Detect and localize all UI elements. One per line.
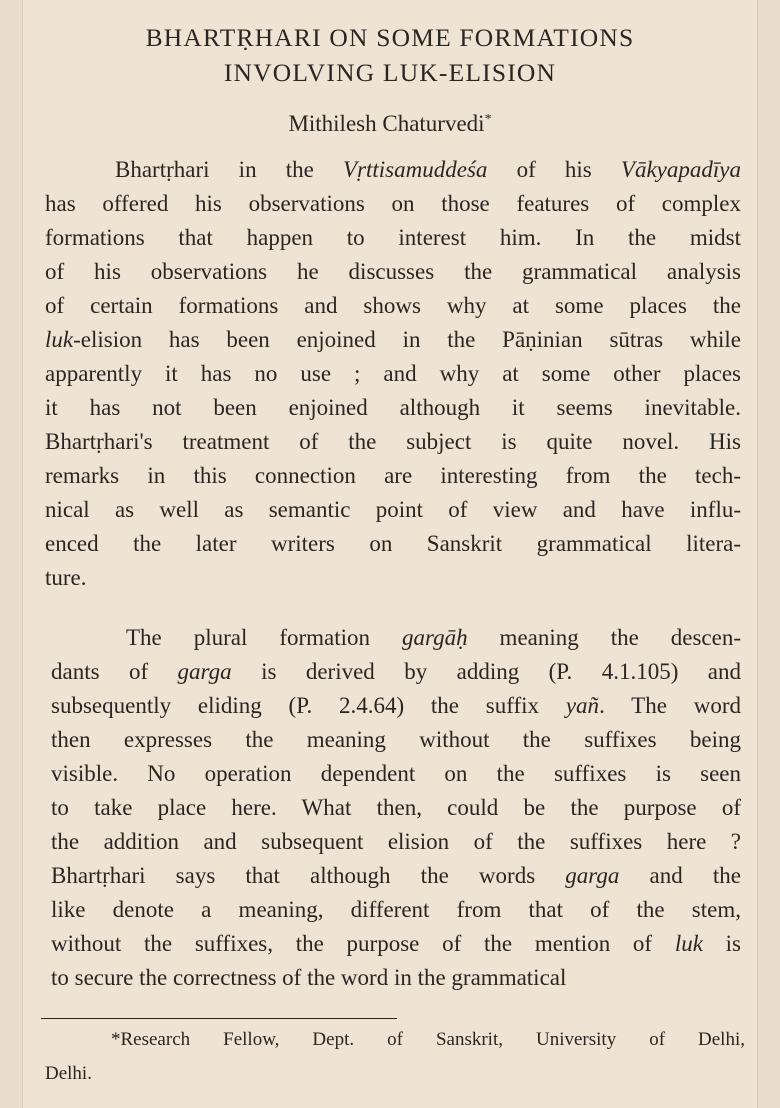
article-title-line-2: INVOLVING LUK-ELISION: [223, 58, 557, 87]
text-run: to take place here. What then, could be the purpose of: [51, 795, 741, 820]
author-name: [23, 104, 757, 140]
text-run: visible. No operation dependent on the suffixes is seen: [51, 761, 741, 786]
text-run: of certain formations and shows why at some places the: [45, 293, 741, 318]
text-run: -elision has been enjoined in the Pāṇinian sūtras while: [73, 327, 741, 352]
text-run: formations that happen to interest him. In the midst: [45, 225, 741, 250]
text-line: [45, 723, 741, 757]
text-line: [45, 493, 741, 527]
text-line: [45, 825, 741, 859]
text-run: to secure the correctness of the word in the grammatical: [51, 965, 567, 990]
text-run: Bhartṛhari says that although the words: [51, 863, 566, 888]
text-run: Bhartṛhari in the: [115, 157, 344, 182]
footnote-line: *Research Fellow, Dept. of Sanskrit, University of Delhi,: [111, 1029, 745, 1050]
text-run: meaning the descen-: [467, 625, 741, 650]
text-run: is: [702, 931, 741, 956]
italic-term: luk: [45, 327, 74, 352]
text-run: the addition and subsequent elision of the suffixes here ?: [51, 829, 741, 854]
text-line: [45, 893, 741, 927]
text-run: it has not been enjoined although it seems inevitable.: [45, 395, 741, 420]
text-line: [45, 621, 741, 655]
text-run: apparently it has no use ; and why at some other places: [45, 361, 741, 386]
text-line: [45, 221, 741, 255]
text-run: has offered his observations on those features of complex: [45, 191, 741, 216]
text-run: like denote a meaning, different from that of the stem,: [51, 897, 741, 922]
text-run: nical as well as semantic point of view and have influ-: [45, 497, 741, 522]
text-run: Bhartṛhari's treatment of the subject is quite novel. His: [45, 429, 741, 454]
italic-term: garga: [565, 863, 620, 888]
author-name-text: Mithilesh Chaturvedi: [288, 111, 485, 136]
italic-term: yañ: [565, 693, 600, 718]
text-run: without the suffixes, the purpose of the mention of: [51, 931, 675, 956]
footnote: [45, 1023, 745, 1091]
italic-term: garga: [177, 659, 232, 684]
text-line: [45, 655, 741, 689]
italic-term: luk: [674, 931, 703, 956]
footnote-line: Delhi.: [45, 1063, 92, 1084]
text-run: subsequently eliding (P. 2.4.64) the suffix: [51, 693, 566, 718]
text-line: [45, 459, 741, 493]
text-line: [45, 187, 741, 221]
paragraph-1: [45, 153, 741, 595]
text-line: [45, 289, 741, 323]
text-line: [45, 323, 741, 357]
text-run: enced the later writers on Sanskrit grammatical litera-: [45, 531, 741, 556]
text-line: [45, 561, 741, 595]
article-title-line-1: BHARTṚHARI ON SOME FORMATIONS: [145, 23, 635, 52]
text-run: remarks in this connection are interesting from the tech-: [45, 463, 741, 488]
text-run: The plural formation: [126, 625, 402, 650]
text-line: [45, 961, 741, 995]
text-line: [45, 391, 741, 425]
italic-term: Vṛttisamuddeśa: [343, 157, 488, 182]
text-line: [45, 357, 741, 391]
text-line: [45, 153, 741, 187]
footnote-divider: [41, 1018, 397, 1019]
author-footnote-mark: *: [484, 112, 492, 127]
text-run: dants of: [51, 659, 178, 684]
text-line: [45, 255, 741, 289]
text-run: and the: [619, 863, 742, 888]
text-line: [45, 425, 741, 459]
text-line: [45, 757, 741, 791]
text-run: ture.: [45, 565, 87, 590]
journal-page: [22, 0, 758, 1108]
text-run: is derived by adding (P. 4.1.105) and: [231, 659, 741, 684]
text-line: [45, 689, 741, 723]
italic-term: gargāḥ: [401, 625, 468, 650]
text-line: [45, 859, 741, 893]
article-body: [45, 153, 741, 995]
text-line: [45, 927, 741, 961]
paragraph-2: [45, 621, 741, 995]
text-run: of his: [487, 157, 621, 182]
text-run: then expresses the meaning without the suffixes being: [51, 727, 741, 752]
italic-term: Vākyapadīya: [620, 157, 741, 182]
text-line: [45, 527, 741, 561]
text-line: [45, 791, 741, 825]
text-run: of his observations he discusses the grammatical analysis: [45, 259, 741, 284]
text-run: . The word: [599, 693, 741, 718]
